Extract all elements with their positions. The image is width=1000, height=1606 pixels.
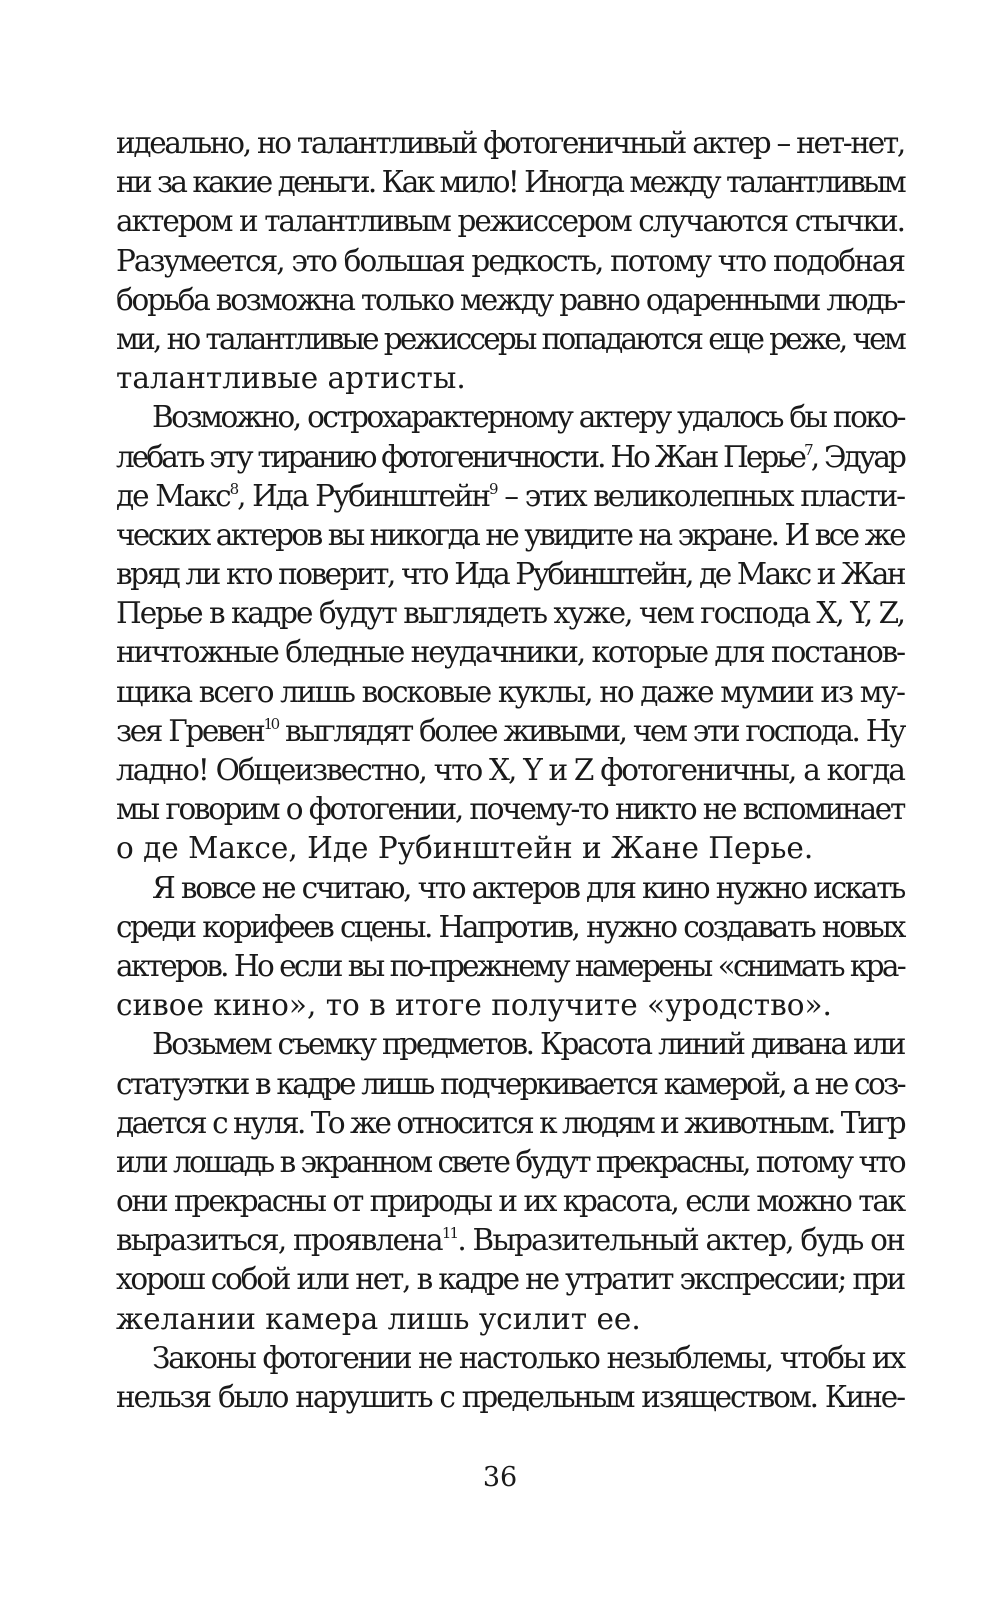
text-line (116, 594, 904, 633)
text-segment: лебать эту тиранию фотогеничности. Но Жан Перье (116, 439, 805, 474)
text-segment: борьба возможна только между равно одаренными людь- (116, 282, 904, 317)
text-segment: талантливые артисты. (116, 361, 466, 396)
text-line (116, 1339, 904, 1378)
text-segment: щика всего лишь восковые куклы, но даже мумии из му- (116, 674, 904, 709)
text-line (116, 908, 904, 947)
text-segment: хорош собой или нет, в кадре не утратит экспрессии; при (116, 1262, 904, 1297)
text-line (116, 438, 904, 477)
footnote-marker[interactable]: 8 (229, 479, 238, 498)
text-segment: выразиться, проявлена (116, 1223, 442, 1258)
text-segment: ладно! Общеизвестно, что X, Y и Z фотогеничны, а когда (116, 753, 904, 787)
text-segment: дается с нуля. То же относится к людям и животным. Тигр (116, 1105, 904, 1140)
text-line (116, 1221, 904, 1260)
text-segment: или лошадь в экранном свете будут прекрасны, потому что (116, 1144, 904, 1179)
text-segment: , Ида Рубинштейн (237, 478, 489, 513)
text-segment: Перье в кадре будут выглядеть хуже, чем господа X, Y, Z, (116, 596, 904, 631)
text-segment: ческих актеров вы никогда не увидите на экране. И все же (116, 517, 904, 552)
text-line (116, 673, 904, 712)
text-segment: зея Гревен (116, 713, 264, 748)
text-segment: ни за какие деньги. Как мило! Иногда между талантливым (116, 165, 904, 200)
text-segment: Разумеется, это большая редкость, потому что подобная (116, 243, 904, 278)
footnote-marker[interactable]: 7 (804, 440, 811, 459)
text-segment: , Эдуар (810, 439, 904, 474)
text-line (116, 1025, 904, 1064)
text-line (116, 163, 904, 202)
text-segment: . Выразительный актер, будь он (457, 1223, 904, 1258)
text-segment: желании камера лишь усилит ее. (116, 1301, 641, 1336)
text-segment: они прекрасны от природы и их красота, если можно так (116, 1184, 904, 1219)
text-line (116, 1143, 904, 1182)
text-line (116, 712, 904, 751)
text-line (116, 1182, 904, 1221)
body-text (116, 124, 904, 1417)
text-line (116, 869, 904, 908)
text-line (116, 516, 904, 555)
text-segment: Законы фотогении не настолько незыблемы, чтобы их (152, 1340, 904, 1375)
footnote-marker[interactable]: 9 (488, 479, 497, 498)
text-segment: среди корифеев сцены. Напротив, нужно создавать новых (116, 909, 904, 944)
text-line (116, 751, 904, 790)
text-segment: де Макс (116, 478, 230, 513)
text-segment: о де Максе, Иде Рубинштейн и Жане Перье. (116, 831, 814, 866)
text-line (116, 202, 904, 241)
page-number: 36 (482, 1462, 518, 1493)
text-segment: нельзя было нарушить с предельным изяществом. Кине- (116, 1380, 904, 1414)
text-segment: – этих великолепных пласти- (496, 478, 904, 513)
text-line (116, 477, 904, 516)
text-line (116, 124, 904, 163)
text-segment: ми, но талантливые режиссеры попадаются еще реже, чем (116, 321, 904, 356)
text-line (116, 320, 904, 359)
text-line (116, 947, 904, 986)
footnote-marker[interactable]: 10 (263, 714, 278, 733)
text-segment: идеально, но талантливый фотогеничный актер – нет-нет, (116, 126, 904, 160)
text-segment: мы говорим о фотогении, почему-то никто не вспоминает (116, 792, 904, 827)
text-line (116, 359, 904, 398)
text-segment: ничтожные бледные неудачники, которые для постанов- (116, 635, 904, 670)
text-segment: Возьмем съемку предметов. Красота линий дивана или (152, 1027, 904, 1062)
text-line (116, 633, 904, 672)
text-segment: Я вовсе не считаю, что актеров для кино нужно искать (152, 870, 904, 905)
text-line (116, 829, 904, 868)
text-segment: статуэтки в кадре лишь подчеркивается камерой, а не соз- (116, 1066, 904, 1101)
text-segment: Возможно, острохарактерному актеру удалось бы поко- (152, 400, 904, 435)
text-line (116, 242, 904, 281)
text-line (116, 1260, 904, 1299)
text-line (116, 398, 904, 437)
text-segment: актеров. Но если вы по-прежнему намерены «снимать кра- (116, 948, 904, 983)
text-segment: сивое кино», то в итоге получите «уродство». (116, 988, 832, 1023)
text-line (116, 986, 904, 1025)
footnote-marker[interactable]: 11 (441, 1224, 458, 1243)
text-line (116, 1104, 904, 1143)
text-line (116, 555, 904, 594)
text-line (116, 1065, 904, 1104)
text-line (116, 1378, 904, 1417)
text-segment: вряд ли кто поверит, что Ида Рубинштейн, де Макс и Жан (116, 557, 904, 592)
text-segment: выглядят более живыми, чем эти господа. Ну (277, 713, 905, 748)
text-line (116, 790, 904, 829)
text-line (116, 1300, 904, 1339)
text-line (116, 281, 904, 320)
text-segment: актером и талантливым режиссером случаются стычки. (116, 204, 904, 239)
